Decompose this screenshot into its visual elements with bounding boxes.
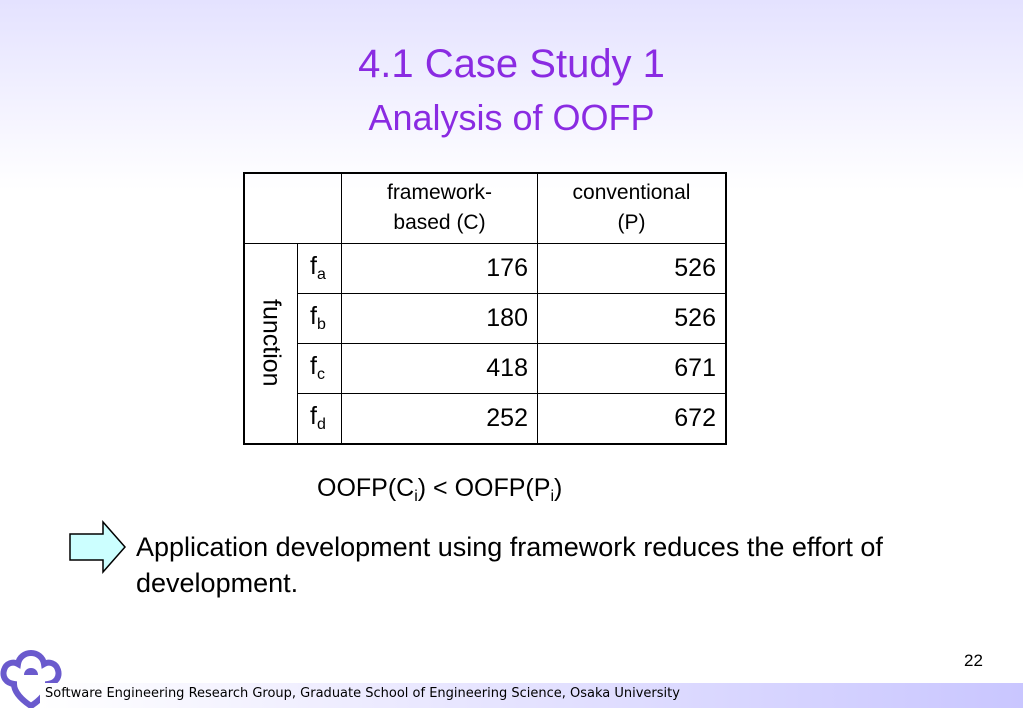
header-line: (P) [617,211,646,235]
table-row [244,393,726,444]
table-row [244,343,726,393]
right-arrow-icon [69,520,127,574]
header-line: framework- [386,181,492,205]
value-cell-p: 526 [538,293,727,343]
function-cell: $f_c$ [298,343,342,393]
table-row [244,243,726,293]
header-line: based (C) [393,211,486,235]
oofp-table [243,172,727,445]
conclusion-text: Application development using framework reduces the effort of development. [136,532,883,598]
table-header-row [244,173,726,243]
footer-text: Software Engineering Research Group, Graduate School of Engineering Science, Osaka University [45,686,680,701]
page-number: 22 [964,651,983,670]
slide-title: 4.1 Case Study 1 [358,42,665,86]
value-cell-p: 672 [538,393,727,444]
value-cell-c: 418 [342,343,538,393]
function-group-label: function [244,243,298,444]
value-cell-c: 176 [342,243,538,293]
empty-header-cell [244,173,342,243]
function-cell: $f_a$ [298,243,342,293]
header-conventional [538,173,727,243]
value-cell-p: 671 [538,343,727,393]
header-framework-based [342,173,538,243]
value-cell-c: 252 [342,393,538,444]
function-cell: $f_b$ [298,293,342,343]
value-cell-c: 180 [342,293,538,343]
value-cell-p: 526 [538,243,727,293]
oofp-comparison: $OOFP(C_i)$ < $OOFP(P_i)$ [317,474,563,505]
slide-subtitle: Analysis of OOFP [368,97,655,138]
function-cell: $f_d$ [298,393,342,444]
table-row [244,293,726,343]
header-line: conventional [572,181,691,205]
